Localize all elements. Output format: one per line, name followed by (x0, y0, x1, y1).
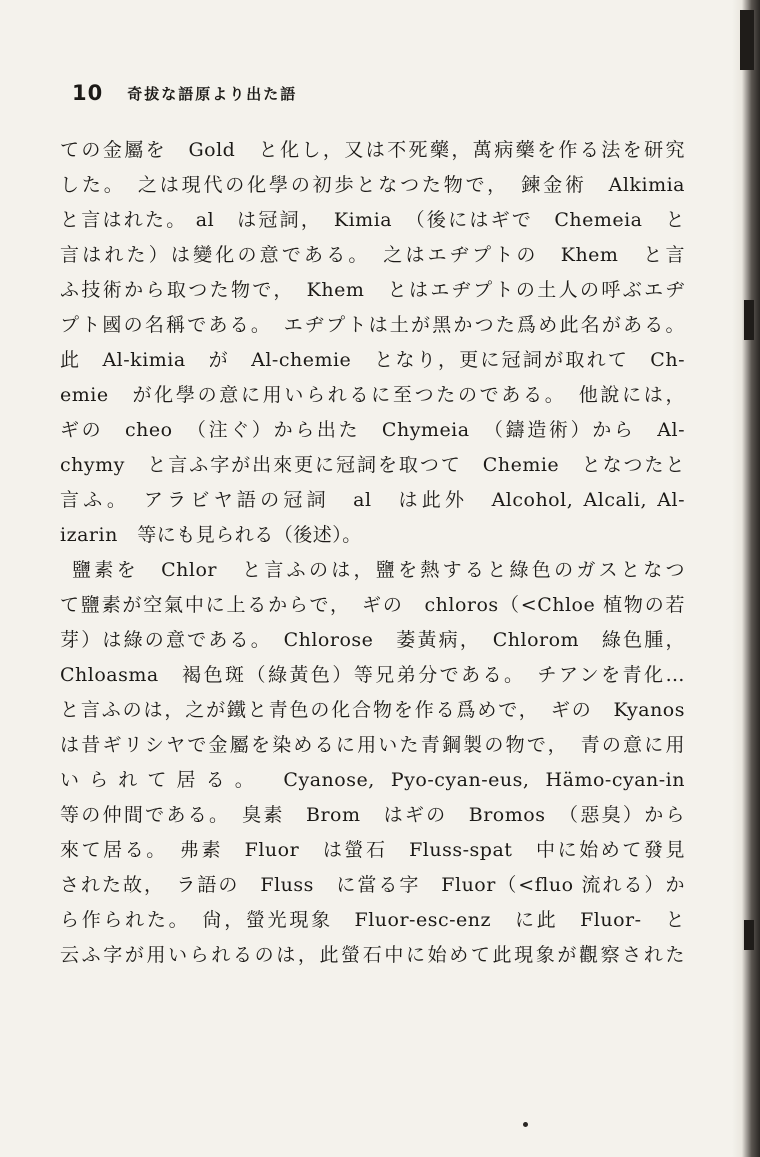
text-line: ふ技術から取つた物で， Khem とはエヂプトの土人の呼ぶエヂ (60, 279, 685, 301)
text-line: した。 之は現代の化學の初歩となつた物で， 鍊金術 Alkimia (60, 174, 685, 196)
text-line: 芽）は綠の意である。 Chlorose 萎黃病， Chlorom 綠色腫， (60, 629, 685, 651)
edge-shadow-mark (744, 300, 754, 340)
text-line: emie が化學の意に用いられるに至つたのである。 他說には， (60, 384, 685, 406)
body-text (60, 133, 685, 973)
text-line: ら作られた。 尙，螢光現象 Fluor-esc-enz に此 Fluor- と (60, 909, 685, 931)
text-line: ギの cheo （注ぐ）から出た Chymeia （鑄造術）から Al- (60, 419, 685, 441)
text-line: は昔ギリシヤで金屬を染めるに用いた青鋼製の物で， 青の意に用 (60, 734, 685, 756)
edge-shadow-mark (744, 920, 754, 950)
text-line: 言ふ。 アラビヤ語の冠詞 al は此外 Alcohol, Alcali, Al- (60, 489, 685, 511)
text-line: 此 Al-kimia が Al-chemie となり，更に冠詞が取れて Ch- (60, 349, 685, 371)
text-line: プト國の名稱である。 エヂプトは土が黑かつた爲め此名がある。 (60, 314, 685, 336)
edge-shadow-mark (740, 10, 754, 70)
text-line: された故， ラ語の Fluss に當る字 Fluor（<fluo 流れる）か (60, 874, 685, 896)
ink-speck (523, 1122, 528, 1127)
text-line: 等の仲間である。 臭素 Brom はギの Bromos （惡臭）から (60, 804, 685, 826)
text-line: て鹽素が空氣中に上るからで， ギの chloros（<Chloe 植物の若 (60, 594, 685, 616)
paragraph-start-line: 鹽素を Chlor と言ふのは，鹽を熱すると綠色のガスとなつ (72, 559, 685, 581)
text-line: と言ふのは，之が鐵と青色の化合物を作る爲めで， ギの Kyanos (60, 699, 685, 721)
running-title: 奇拔な語原より出た語 (127, 84, 298, 103)
text-line: ての金屬を Gold と化し，又は不死藥，萬病藥を作る法を研究 (60, 139, 685, 161)
text-line: と言はれた。 al は冠詞， Kimia （後にはギで Chemeia と (60, 209, 685, 231)
page-number: 10 (72, 81, 104, 105)
paragraph-end-line: izarin 等にも見られる（後述）。 (60, 524, 362, 546)
text-line: 云ふ字が用いられるのは，此螢石中に始めて此現象が觀察された (60, 944, 685, 966)
text-line: 言はれた）は變化の意である。 之はエヂプトの Khem と言 (60, 244, 685, 266)
text-line: chymy と言ふ字が出來更に冠詞を取つて Chemie となつたと (60, 454, 685, 476)
text-line: いられて居る。 Cyanose, Pyo-cyan-eus, Hämo-cyan-in (60, 769, 685, 791)
scanned-page-edge (732, 0, 760, 1157)
text-line: 來て居る。 弗素 Fluor は螢石 Fluss-spat 中に始めて發見 (60, 839, 685, 861)
running-head (72, 76, 297, 110)
text-line: Chloasma 褐色斑（綠黃色）等兄弟分である。 チアンを青化… (60, 664, 685, 686)
